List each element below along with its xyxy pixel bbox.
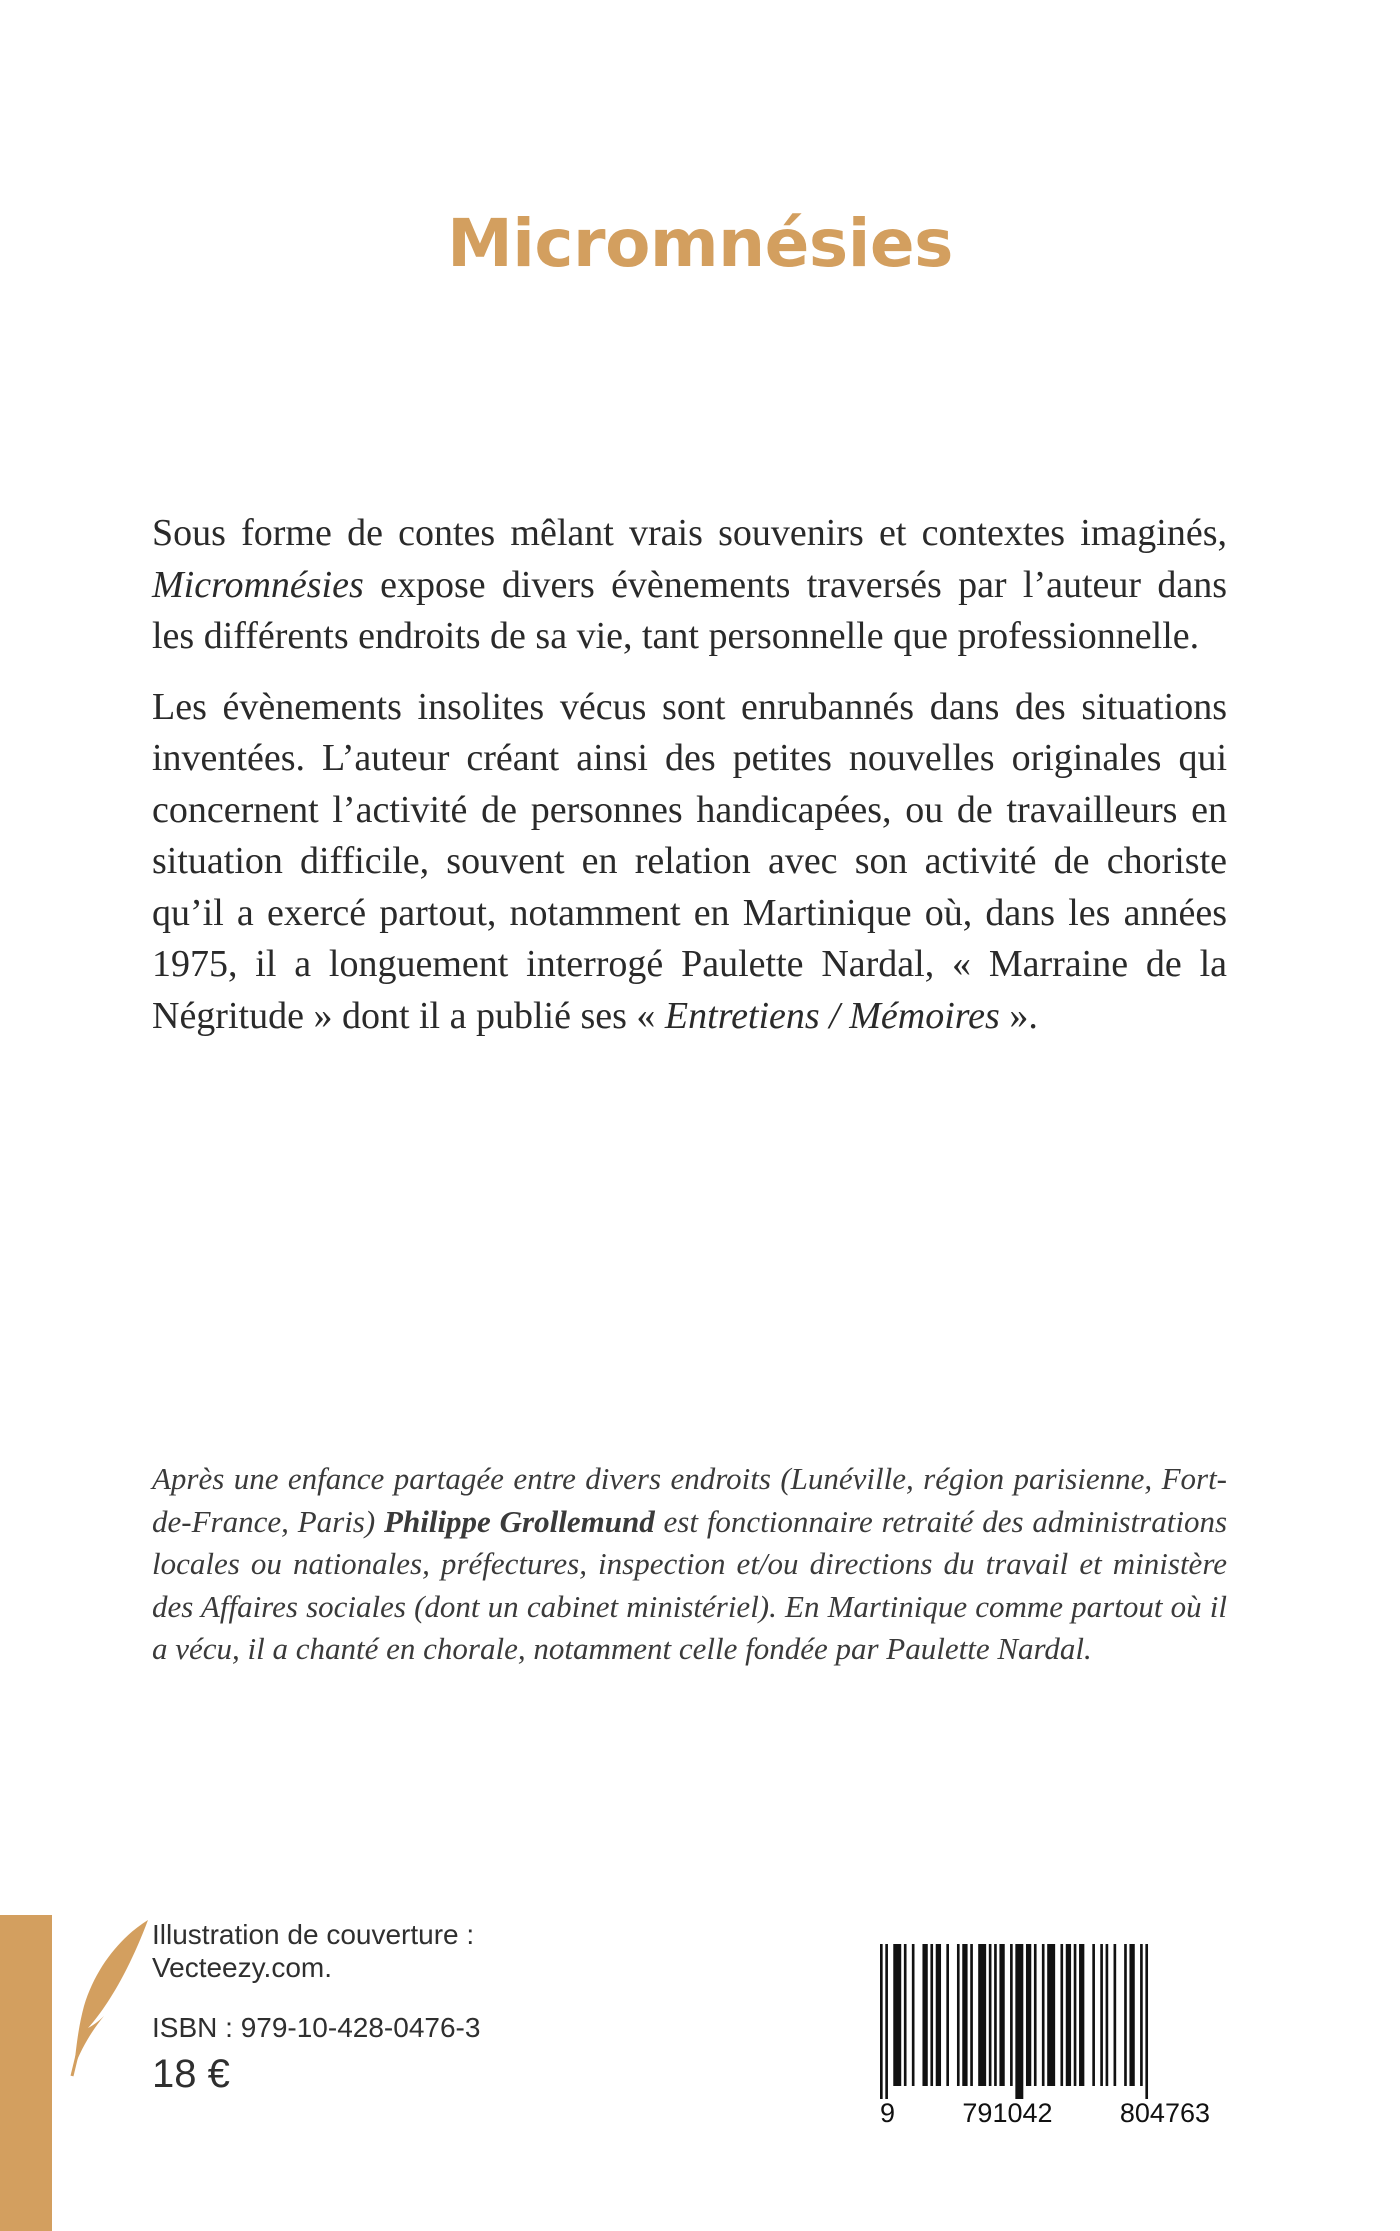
- barcode-bar: [1074, 1944, 1077, 2086]
- summary-work-italic: Entretiens / Mémoires: [664, 994, 1000, 1037]
- book-title: Micromnésies: [447, 205, 953, 282]
- barcode-bar: [936, 1944, 941, 2086]
- summary-text: ».: [1009, 994, 1038, 1037]
- barcode-digit-group: 9: [880, 2098, 896, 2128]
- feather-logo-icon: [68, 1918, 150, 2078]
- barcode-bar: [912, 1944, 915, 2086]
- barcode-bar: [880, 1944, 883, 2099]
- barcode-bar: [893, 1944, 901, 2086]
- cover-credits: [152, 1918, 474, 1984]
- barcode-bar: [946, 1944, 949, 2086]
- barcode-bar: [1047, 1944, 1055, 2086]
- barcode-bar: [1129, 1944, 1134, 2086]
- author-bio: [152, 1458, 1227, 1671]
- barcode-bar: [1060, 1944, 1063, 2086]
- feather-shape: [74, 1920, 148, 2068]
- barcode-bar: [1100, 1944, 1103, 2086]
- barcode-bar: [1015, 1944, 1023, 2099]
- barcode-bar: [1140, 1944, 1143, 2086]
- barcode-bar: [1066, 1944, 1071, 2086]
- barcode-bar: [922, 1944, 927, 2086]
- barcode-bar: [999, 1944, 1004, 2086]
- barcode-bar: [1124, 1944, 1127, 2086]
- barcode-bar: [1010, 1944, 1013, 2086]
- barcode-bar: [962, 1944, 967, 2086]
- barcode-bar: [1026, 1944, 1031, 2086]
- accent-side-bar: [0, 1915, 52, 2231]
- author-name: Philippe Grollemund: [384, 1503, 655, 1539]
- barcode-digit-group: 804763: [1119, 2098, 1210, 2128]
- barcode-bar: [994, 1944, 997, 2086]
- summary-text: Les évènements insolites vécus sont enrubannés dans des situations inventées. L’auteur créant ainsi des petites nouvelles originales qui concernent l’activité de personnes handicapées, ou de travailleurs en situation difficile, souvent en relation avec son activité de choriste qu’il a exercé partout, notamment en Martinique où, dans les années 1975, il a longuement interrogé Paulette Nardal, « Marraine de la Négritude » dont il a publié ses «: [152, 685, 1227, 1037]
- barcode-bar: [978, 1944, 986, 2086]
- barcode-bar: [989, 1944, 992, 2086]
- barcode-digit-group: 791042: [962, 2098, 1053, 2128]
- barcode-bar: [1145, 1944, 1148, 2099]
- barcode-bar: [1114, 1944, 1117, 2086]
- isbn-number: ISBN : 979-10-428-0476-3: [152, 2012, 481, 2043]
- feather-quill: [72, 2018, 86, 2076]
- barcode-bar: [885, 1944, 888, 2099]
- bio-text: est fonctionnaire retraité des administrations locales ou nationales, préfectures, inspection et/ou directions du travail et ministère des Affaires sociales (dont un cabinet ministériel). En Martinique comme partout où il a vécu, il a chanté en chorale, notamment celle fondée par Paulette Nardal.: [152, 1503, 1228, 1666]
- bio-text: Après une enfance partagée entre divers endroits (Lunéville, région parisienne, Fort-de-France, Paris): [152, 1461, 1227, 1539]
- barcode-bar: [1034, 1944, 1037, 2086]
- summary-text: expose divers évènements traversés par l’auteur dans les différents endroits de sa vie, tant personnelle que professionnelle.: [152, 563, 1227, 657]
- summary-title-italic: Micromnésies: [152, 563, 364, 606]
- price: 18 €: [152, 2052, 230, 2096]
- credits-line-1: Illustration de couverture :: [152, 1919, 475, 1950]
- barcode-bar: [1106, 1944, 1109, 2086]
- barcode-bar: [1042, 1944, 1045, 2086]
- barcode-bar: [904, 1944, 907, 2086]
- credits-line-2: Vecteezy.com.: [152, 1952, 333, 1983]
- barcode-bar: [957, 1944, 960, 2086]
- barcode-bar: [1092, 1944, 1095, 2086]
- summary-paragraph-2: [152, 682, 1227, 1043]
- summary-text: Sous forme de contes mêlant vrais souvenirs et contextes imaginés,: [152, 512, 1227, 554]
- barcode-bar: [930, 1944, 933, 2086]
- barcode-icon: [880, 1944, 1225, 2099]
- book-summary: [152, 508, 1227, 1061]
- summary-paragraph-1: [152, 508, 1227, 663]
- barcode-bar: [1079, 1944, 1084, 2086]
- barcode-digits: [880, 2098, 1210, 2129]
- barcode-bar: [970, 1944, 973, 2086]
